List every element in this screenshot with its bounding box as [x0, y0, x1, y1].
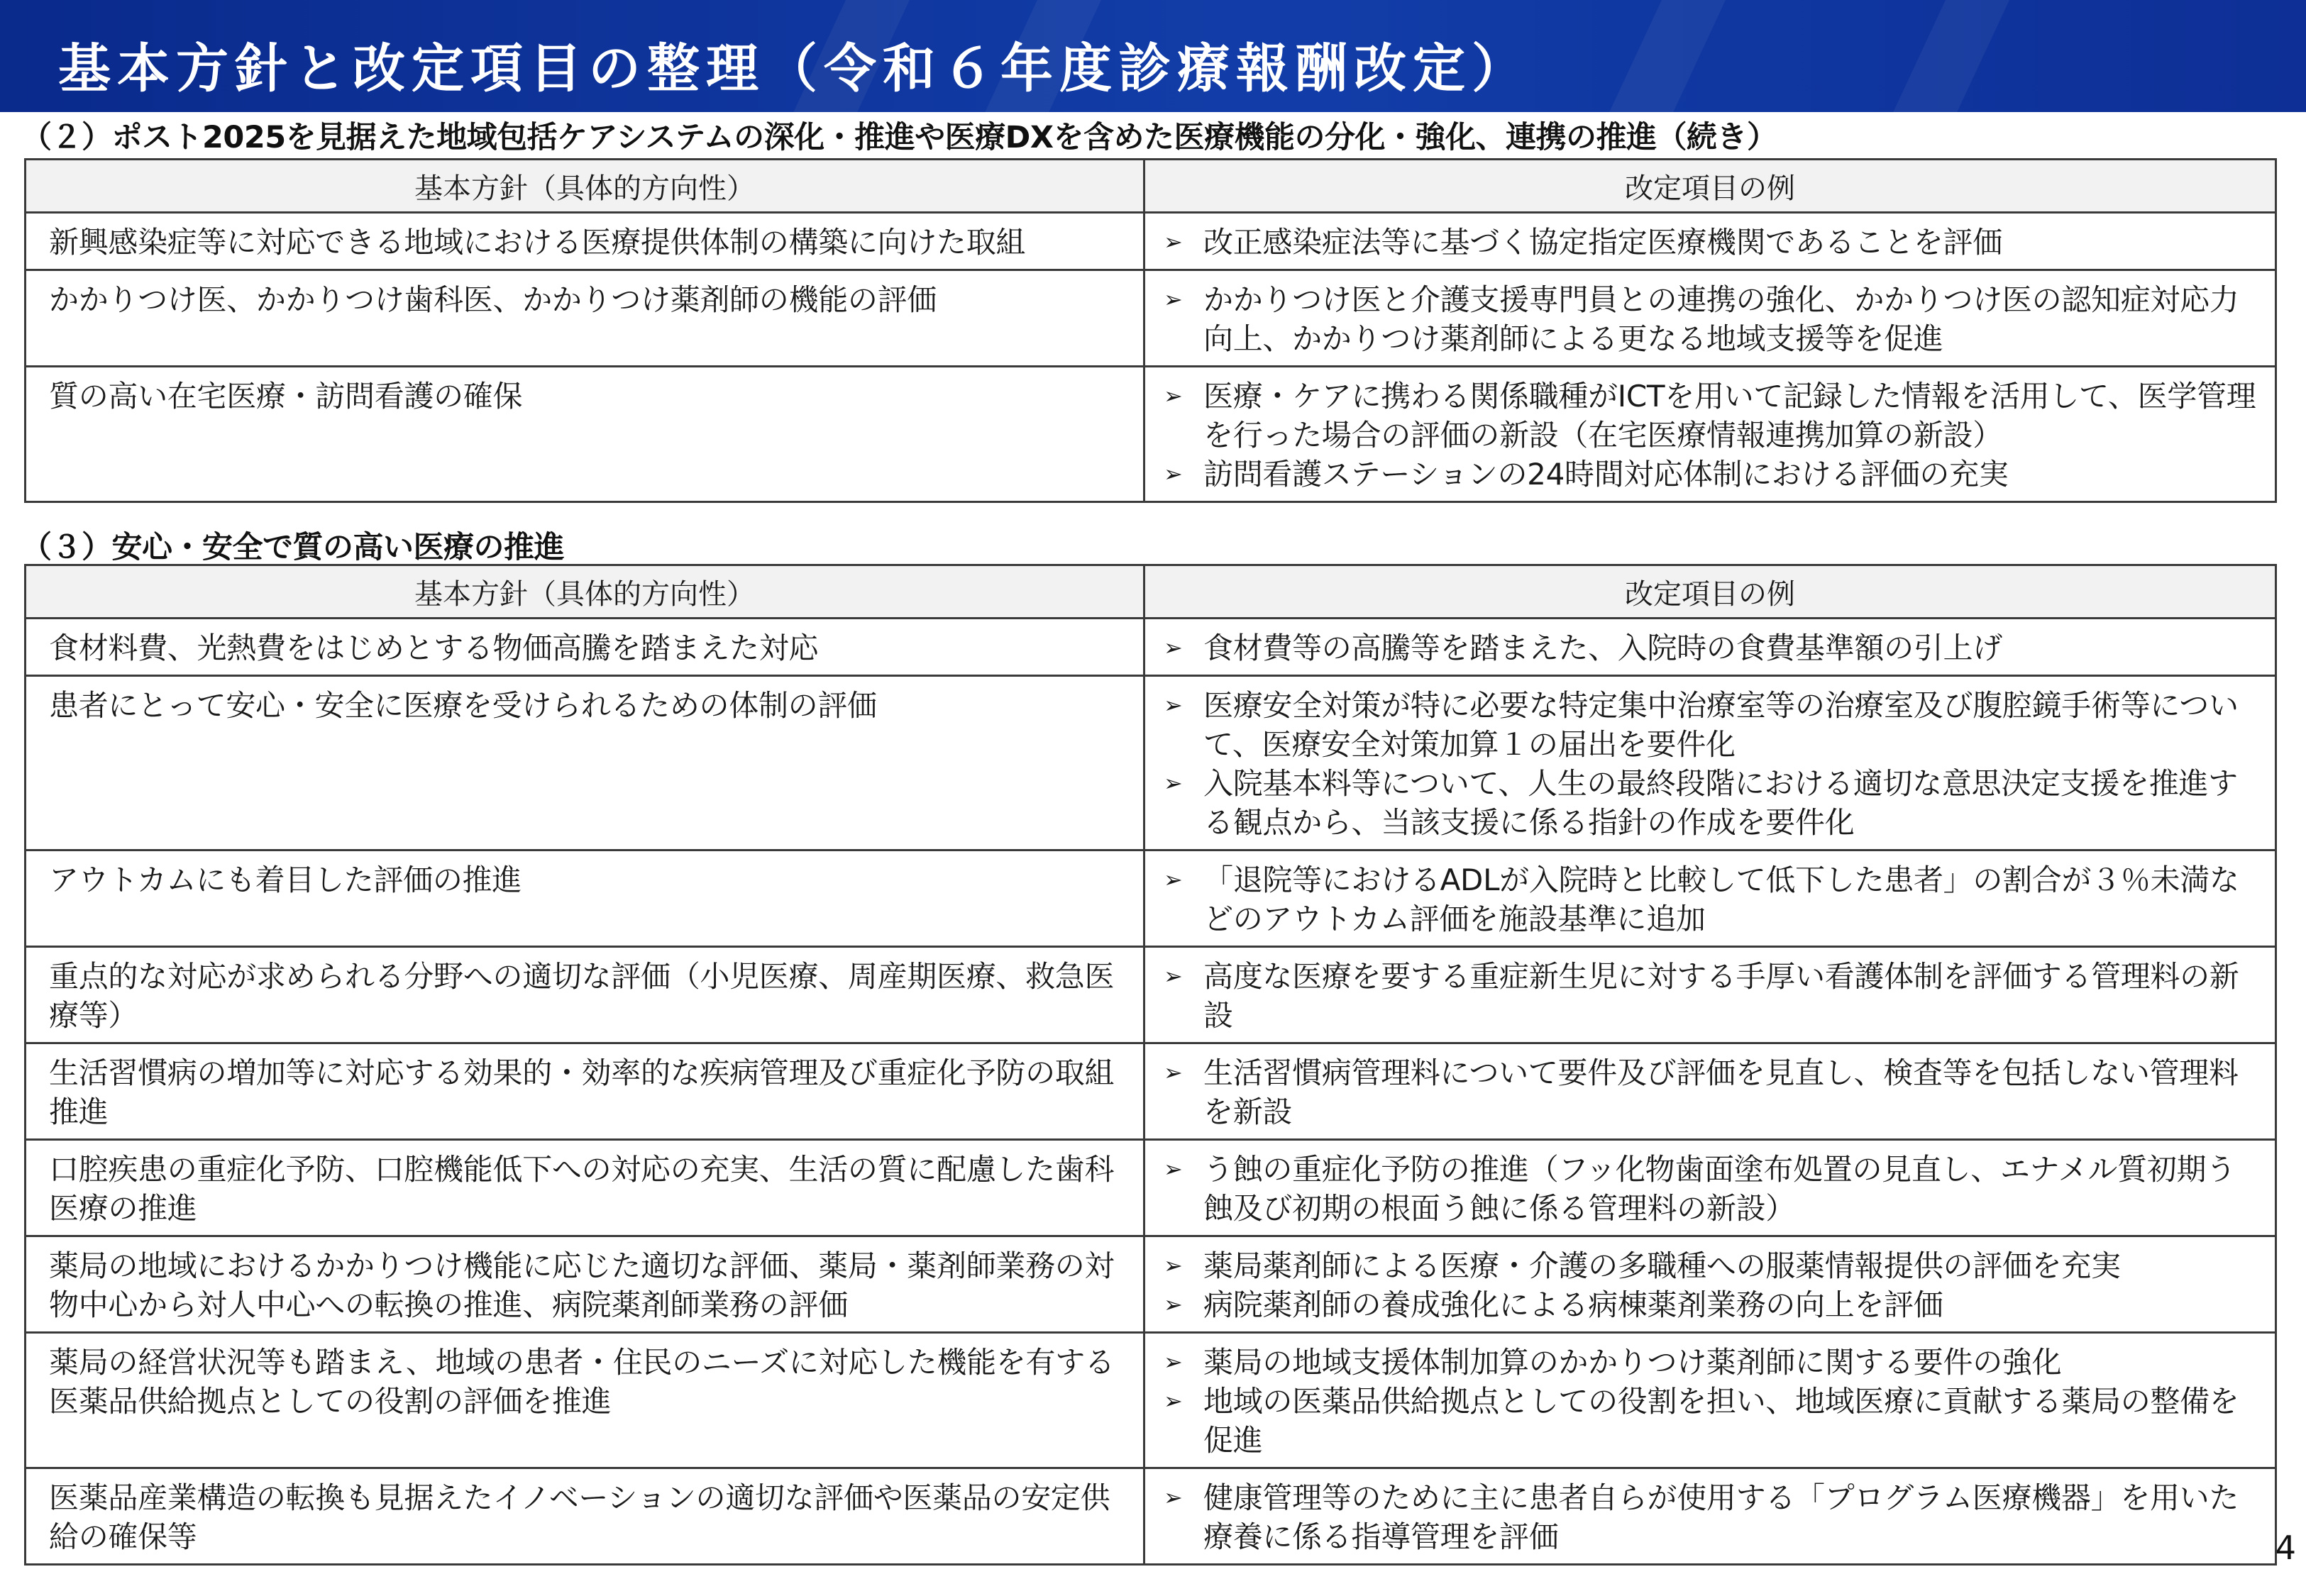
- arrow-bullet-icon: ➢: [1164, 1387, 1183, 1414]
- example-item: [1164, 628, 2262, 667]
- arrow-bullet-icon: ➢: [1164, 1348, 1183, 1375]
- example-item: [1164, 377, 2262, 455]
- example-item-text: 健康管理等のために主に患者自らが使用する「プログラム医療機器」を用いた療養に係る指導管理を評価: [1203, 1480, 2239, 1554]
- section-2-table: [24, 158, 2277, 503]
- policy-cell: 質の高い在宅医療・訪問看護の確保: [26, 367, 1144, 502]
- column-header-policy: 基本方針（具体的方向性）: [26, 565, 1144, 619]
- examples-cell: [1144, 1468, 2276, 1565]
- arrow-bullet-icon: ➢: [1164, 286, 1183, 313]
- arrow-bullet-icon: ➢: [1164, 1059, 1183, 1086]
- table-row: [26, 1333, 2276, 1468]
- arrow-bullet-icon: ➢: [1164, 1291, 1183, 1318]
- example-item-text: 医療・ケアに携わる関係職種がICTを用いて記録した情報を活用して、医学管理を行った場合の評価の新設（在宅医療情報連携加算の新設）: [1203, 379, 2256, 453]
- examples-cell: [1144, 947, 2276, 1043]
- example-item: [1164, 686, 2262, 764]
- policy-cell: 生活習慣病の増加等に対応する効果的・効率的な疾病管理及び重症化予防の取組推進: [26, 1043, 1144, 1140]
- example-item-text: 入院基本料等について、人生の最終段階における適切な意思決定支援を推進する観点から、当該支援に係る指針の作成を要件化: [1203, 766, 2238, 840]
- example-item: [1164, 455, 2262, 494]
- example-item: [1164, 1343, 2262, 1382]
- column-header-examples: 改定項目の例: [1144, 160, 2276, 213]
- table-row: [26, 270, 2276, 367]
- table-row: [26, 1140, 2276, 1236]
- example-item: [1164, 764, 2262, 842]
- example-item: [1164, 1150, 2262, 1228]
- policy-cell: 重点的な対応が求められる分野への適切な評価（小児医療、周産期医療、救急医療等）: [26, 947, 1144, 1043]
- examples-cell: [1144, 1236, 2276, 1333]
- policy-cell: 口腔疾患の重症化予防、口腔機能低下への対応の充実、生活の質に配慮した歯科医療の推進: [26, 1140, 1144, 1236]
- examples-cell: [1144, 270, 2276, 367]
- example-item: [1164, 1246, 2262, 1285]
- table-row: [26, 213, 2276, 270]
- policy-cell: 薬局の地域におけるかかりつけ機能に応じた適切な評価、薬局・薬剤師業務の対物中心から対人中心への転換の推進、病院薬剤師業務の評価: [26, 1236, 1144, 1333]
- example-item-text: 生活習慣病管理料について要件及び評価を見直し、検査等を包括しない管理料を新設: [1203, 1055, 2239, 1129]
- column-header-examples: 改定項目の例: [1144, 565, 2276, 619]
- arrow-bullet-icon: ➢: [1164, 634, 1183, 661]
- table-row: [26, 1236, 2276, 1333]
- section-2-title: （２）ポスト2025を見据えた地域包括ケアシステムの深化・推進や医療DXを含めた医療機能の分化・強化、連携の推進（続き）: [21, 120, 1777, 155]
- examples-cell: [1144, 619, 2276, 676]
- column-header-policy: 基本方針（具体的方向性）: [26, 160, 1144, 213]
- policy-cell: 医薬品産業構造の転換も見据えたイノベーションの適切な評価や医薬品の安定供給の確保等: [26, 1468, 1144, 1565]
- arrow-bullet-icon: ➢: [1164, 228, 1183, 255]
- table-row: [26, 850, 2276, 947]
- example-item-text: 「退院等におけるADLが入院時と比較して低下した患者」の割合が３％未満などのアウトカム評価を施設基準に追加: [1203, 863, 2239, 936]
- policy-cell: 薬局の経営状況等も踏まえ、地域の患者・住民のニーズに対応した機能を有する医薬品供給拠点としての役割の評価を推進: [26, 1333, 1144, 1468]
- table-row: [26, 1468, 2276, 1565]
- example-item-text: 改正感染症法等に基づく協定指定医療機関であることを評価: [1203, 225, 2002, 260]
- example-item-text: 医療安全対策が特に必要な特定集中治療室等の治療室及び腹腔鏡手術等について、医療安全対策加算１の届出を要件化: [1203, 688, 2239, 762]
- example-item: [1164, 957, 2262, 1035]
- example-item: [1164, 1053, 2262, 1131]
- policy-cell: 患者にとって安心・安全に医療を受けられるための体制の評価: [26, 676, 1144, 850]
- examples-cell: [1144, 1333, 2276, 1468]
- example-item: [1164, 223, 2262, 262]
- examples-cell: [1144, 850, 2276, 947]
- example-item-text: 食材費等の高騰等を踏まえた、入院時の食費基準額の引上げ: [1203, 631, 2002, 665]
- example-item-text: 薬局薬剤師による医療・介護の多職種への服薬情報提供の評価を充実: [1203, 1248, 2121, 1283]
- example-item: [1164, 1382, 2262, 1460]
- example-item-text: う蝕の重症化予防の推進（フッ化物歯面塗布処置の見直し、エナメル質初期う蝕及び初期の根面う蝕に係る管理料の新設）: [1203, 1152, 2236, 1226]
- arrow-bullet-icon: ➢: [1164, 1484, 1183, 1511]
- policy-cell: 食材料費、光熱費をはじめとする物価高騰を踏まえた対応: [26, 619, 1144, 676]
- example-item-text: かかりつけ医と介護支援専門員との連携の強化、かかりつけ医の認知症対応力向上、かかりつけ薬剤師による更なる地域支援等を促進: [1203, 282, 2239, 356]
- examples-cell: [1144, 213, 2276, 270]
- arrow-bullet-icon: ➢: [1164, 382, 1183, 409]
- example-item-text: 病院薬剤師の養成強化による病棟薬剤業務の向上を評価: [1203, 1287, 1943, 1322]
- policy-cell: 新興感染症等に対応できる地域における医療提供体制の構築に向けた取組: [26, 213, 1144, 270]
- policy-cell: アウトカムにも着目した評価の推進: [26, 850, 1144, 947]
- table-header-row: [26, 160, 2276, 213]
- arrow-bullet-icon: ➢: [1164, 1252, 1183, 1279]
- title-banner: [0, 0, 2306, 112]
- arrow-bullet-icon: ➢: [1164, 1156, 1183, 1182]
- table-row: [26, 1043, 2276, 1140]
- arrow-bullet-icon: ➢: [1164, 866, 1183, 893]
- example-item-text: 訪問看護ステーションの24時間対応体制における評価の充実: [1203, 457, 2009, 492]
- example-item: [1164, 860, 2262, 938]
- example-item: [1164, 280, 2262, 358]
- arrow-bullet-icon: ➢: [1164, 963, 1183, 990]
- section-3-table: [24, 564, 2277, 1565]
- example-item: [1164, 1478, 2262, 1556]
- examples-cell: [1144, 1043, 2276, 1140]
- table-row: [26, 676, 2276, 850]
- section-3-title: （３）安心・安全で質の高い医療の推進: [21, 530, 564, 565]
- arrow-bullet-icon: ➢: [1164, 692, 1183, 719]
- page-number: 4: [2275, 1529, 2296, 1567]
- arrow-bullet-icon: ➢: [1164, 460, 1183, 487]
- example-item-text: 地域の医薬品供給拠点としての役割を担い、地域医療に貢献する薬局の整備を促進: [1203, 1384, 2239, 1458]
- examples-cell: [1144, 676, 2276, 850]
- example-item-text: 薬局の地域支援体制加算のかかりつけ薬剤師に関する要件の強化: [1203, 1345, 2062, 1380]
- page-title: 基本方針と改定項目の整理（令和６年度診療報酬改定）: [58, 38, 1530, 99]
- table-row: [26, 619, 2276, 676]
- policy-cell: かかりつけ医、かかりつけ歯科医、かかりつけ薬剤師の機能の評価: [26, 270, 1144, 367]
- examples-cell: [1144, 367, 2276, 502]
- table-row: [26, 367, 2276, 502]
- table-header-row: [26, 565, 2276, 619]
- table-row: [26, 947, 2276, 1043]
- arrow-bullet-icon: ➢: [1164, 770, 1183, 797]
- example-item: [1164, 1285, 2262, 1324]
- examples-cell: [1144, 1140, 2276, 1236]
- example-item-text: 高度な医療を要する重症新生児に対する手厚い看護体制を評価する管理料の新設: [1203, 959, 2239, 1033]
